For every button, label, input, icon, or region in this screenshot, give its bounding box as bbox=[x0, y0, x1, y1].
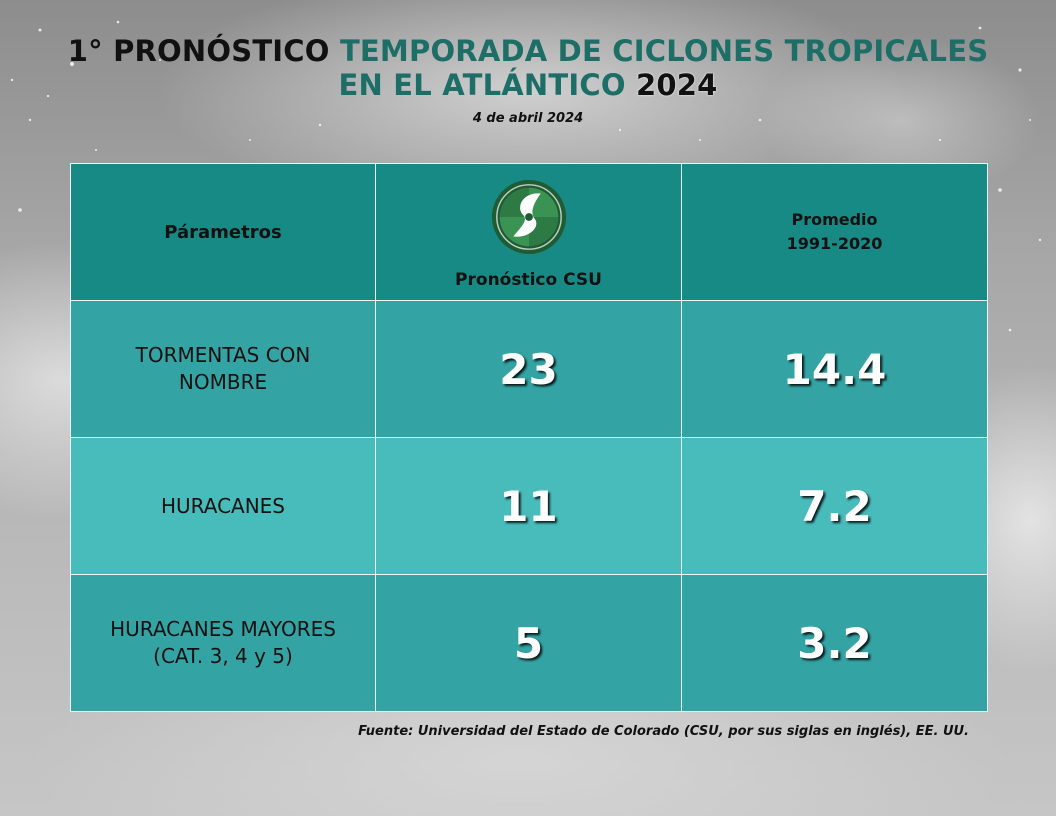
table-row bbox=[71, 438, 988, 575]
average-value: 3.2 bbox=[682, 575, 988, 712]
table-row bbox=[71, 301, 988, 438]
forecast-value: 23 bbox=[376, 301, 682, 438]
row-label bbox=[71, 438, 376, 575]
header-average-line1: Promedio bbox=[791, 210, 878, 229]
page-title bbox=[0, 34, 1056, 102]
title-prefix: 1° PRONÓSTICO bbox=[67, 34, 330, 68]
header-forecast bbox=[376, 164, 682, 301]
row-label-line1: TORMENTAS CON bbox=[135, 343, 311, 367]
source-note: Fuente: Universidad del Estado de Colorado (CSU, por sus siglas en inglés), EE. UU. bbox=[358, 724, 969, 739]
forecast-value: 5 bbox=[376, 575, 682, 712]
average-value: 14.4 bbox=[682, 301, 988, 438]
title-year: 2024 bbox=[636, 68, 718, 102]
forecast-value: 11 bbox=[376, 438, 682, 575]
title-line1: TEMPORADA DE CICLONES TROPICALES bbox=[339, 34, 989, 68]
header-average bbox=[682, 164, 988, 301]
row-label-line2: NOMBRE bbox=[178, 370, 268, 394]
table-header-row bbox=[71, 164, 988, 301]
average-value: 7.2 bbox=[682, 438, 988, 575]
row-label bbox=[71, 575, 376, 712]
row-label-line2: (CAT. 3, 4 y 5) bbox=[153, 644, 293, 668]
row-label-line1: HURACANES bbox=[160, 493, 286, 518]
header-forecast-label: Pronóstico CSU bbox=[455, 270, 602, 290]
forecast-table bbox=[70, 163, 988, 712]
row-label bbox=[71, 301, 376, 438]
hurricane-symbol-icon bbox=[490, 178, 568, 256]
header-average-line2: 1991-2020 bbox=[786, 234, 883, 253]
title-line2: EN EL ATLÁNTICO bbox=[338, 68, 626, 102]
forecast-date: 4 de abril 2024 bbox=[472, 111, 584, 126]
header-parameters: Párametros bbox=[71, 164, 376, 301]
table-row bbox=[71, 575, 988, 712]
row-label-line1: HURACANES MAYORES bbox=[110, 617, 336, 641]
